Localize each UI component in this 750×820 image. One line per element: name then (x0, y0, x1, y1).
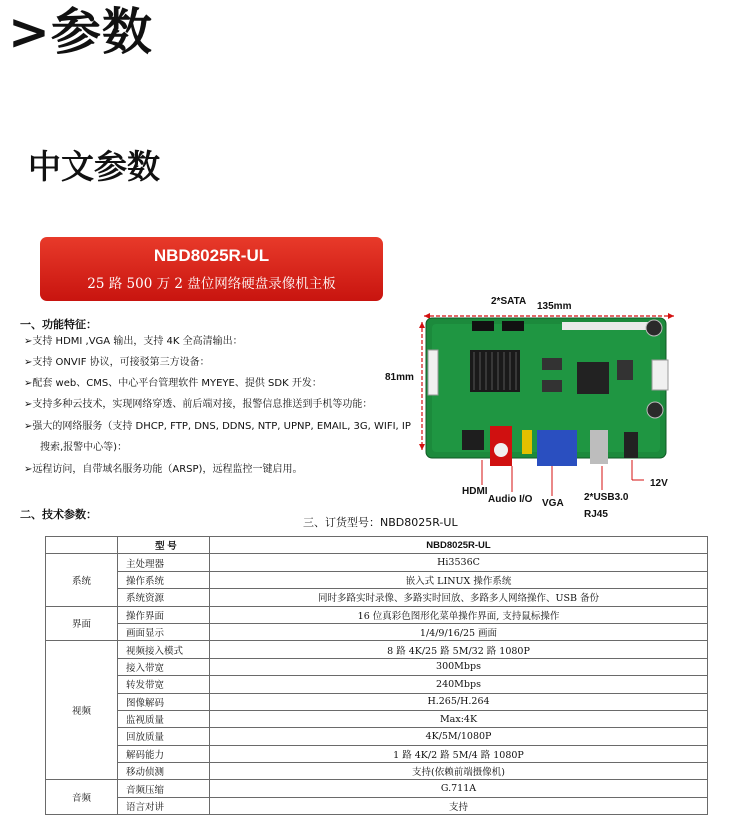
table-row (46, 728, 708, 745)
table-row (46, 797, 708, 814)
spec-param-cell: 视频接入模式 (118, 641, 210, 658)
table-row (46, 658, 708, 675)
table-row (46, 623, 708, 640)
feature-item: ➢远程访问，自带域名服务功能（ARSP)，远程监控一键启用。 (24, 464, 303, 475)
hdmi-label: HDMI (462, 486, 488, 497)
spec-table (45, 536, 708, 815)
spec-value-cell: 支持 (210, 797, 708, 814)
spec-param-cell: 接入带宽 (118, 658, 210, 675)
power-label: 12V (650, 478, 668, 489)
spec-value-cell: 16 位真彩色图形化菜单操作界面, 支持鼠标操作 (210, 606, 708, 623)
banner-description: 25 路 500 万 2 盘位网络硬盘录像机主板 (87, 276, 336, 292)
features-heading: 一、功能特征： (20, 318, 97, 331)
feature-item: ➢支持多种云技术，实现网络穿透、前后端对接，报警信息推送到手机等功能： (24, 399, 373, 410)
table-row (46, 554, 708, 571)
spec-value-cell: 300Mbps (210, 658, 708, 675)
order-label: 三、订货型号：NBD8025R-UL (303, 516, 458, 529)
spec-value-cell: G.711A (210, 780, 708, 797)
table-header-group (46, 537, 118, 554)
table-row (46, 606, 708, 623)
table-header-param: 型 号 (118, 537, 210, 554)
spec-param-cell: 图像解码 (118, 693, 210, 710)
feature-item: 搜索,报警中心等)： (40, 442, 128, 453)
table-row (46, 589, 708, 606)
spec-value-cell: Hi3536C (210, 554, 708, 571)
table-header-row (46, 537, 708, 554)
spec-param-cell: 系统资源 (118, 589, 210, 606)
spec-value-cell: Max:4K (210, 710, 708, 727)
spec-param-cell: 操作界面 (118, 606, 210, 623)
spec-param-cell: 语言对讲 (118, 797, 210, 814)
feature-item: ➢支持 ONVIF 协议，可接驳第三方设备： (24, 357, 210, 368)
table-row (46, 780, 708, 797)
usb-label: 2*USB3.0 (584, 492, 629, 503)
spec-param-cell: 画面显示 (118, 623, 210, 640)
spec-value-cell: 240Mbps (210, 676, 708, 693)
banner-model: NBD8025R-UL (153, 246, 270, 265)
table-row (46, 745, 708, 762)
spec-param-cell: 转发带宽 (118, 676, 210, 693)
spec-group-cell: 视频 (46, 641, 118, 780)
spec-param-cell: 监视质量 (118, 710, 210, 727)
table-header-value: NBD8025R-UL (210, 537, 708, 554)
spec-value-cell: 支持(依赖前端摄像机) (210, 763, 708, 780)
tech-heading: 二、技术参数： (20, 508, 97, 521)
vga-label: VGA (542, 498, 564, 509)
spec-param-cell: 操作系统 (118, 571, 210, 588)
page-title: >参数 (8, 3, 153, 61)
spec-value-cell: H.265/H.264 (210, 693, 708, 710)
feature-item: ➢支持 HDMI ,VGA 输出，支持 4K 全高清输出： (24, 336, 243, 347)
table-row (46, 676, 708, 693)
spec-table-body (46, 554, 708, 815)
spec-value-cell: 同时多路实时录像、多路实时回放、多路多人网络操作、USB 备份 (210, 589, 708, 606)
table-row (46, 710, 708, 727)
board-pointer-lines (412, 300, 682, 510)
spec-value-cell: 8 路 4K/25 路 5M/32 路 1080P (210, 641, 708, 658)
spec-param-cell: 主处理器 (118, 554, 210, 571)
spec-group-cell: 音频 (46, 780, 118, 815)
audio-io-label: Audio I/O (488, 494, 533, 505)
spec-group-cell: 界面 (46, 606, 118, 641)
spec-value-cell: 嵌入式 LINUX 操作系统 (210, 571, 708, 588)
board-illustration (412, 300, 682, 510)
feature-item: ➢配套 web、CMS、中心平台管理软件 MYEYE、提供 SDK 开发： (24, 378, 322, 389)
feature-item: ➢强大的网络服务（支持 DHCP, FTP, DNS, DDNS, NTP, UPNP, EMAIL, 3G, WIFI, IP (24, 421, 411, 432)
spec-param-cell: 移动侦测 (118, 763, 210, 780)
table-row (46, 763, 708, 780)
sata-label: 2*SATA (491, 296, 527, 307)
spec-value-cell: 4K/5M/1080P (210, 728, 708, 745)
spec-param-cell: 解码能力 (118, 745, 210, 762)
rj45-label: RJ45 (584, 509, 608, 520)
table-row (46, 571, 708, 588)
spec-param-cell: 音频压缩 (118, 780, 210, 797)
spec-value-cell: 1/4/9/16/25 画面 (210, 623, 708, 640)
table-row (46, 693, 708, 710)
spec-value-cell: 1 路 4K/2 路 5M/4 路 1080P (210, 745, 708, 762)
spec-group-cell: 系统 (46, 554, 118, 606)
width-dimension-label: 135mm (537, 301, 572, 312)
height-dimension-label: 81mm (385, 372, 414, 383)
section-title: 中文参数 (28, 147, 160, 186)
spec-param-cell: 回放质量 (118, 728, 210, 745)
product-banner (40, 237, 383, 301)
table-row (46, 641, 708, 658)
